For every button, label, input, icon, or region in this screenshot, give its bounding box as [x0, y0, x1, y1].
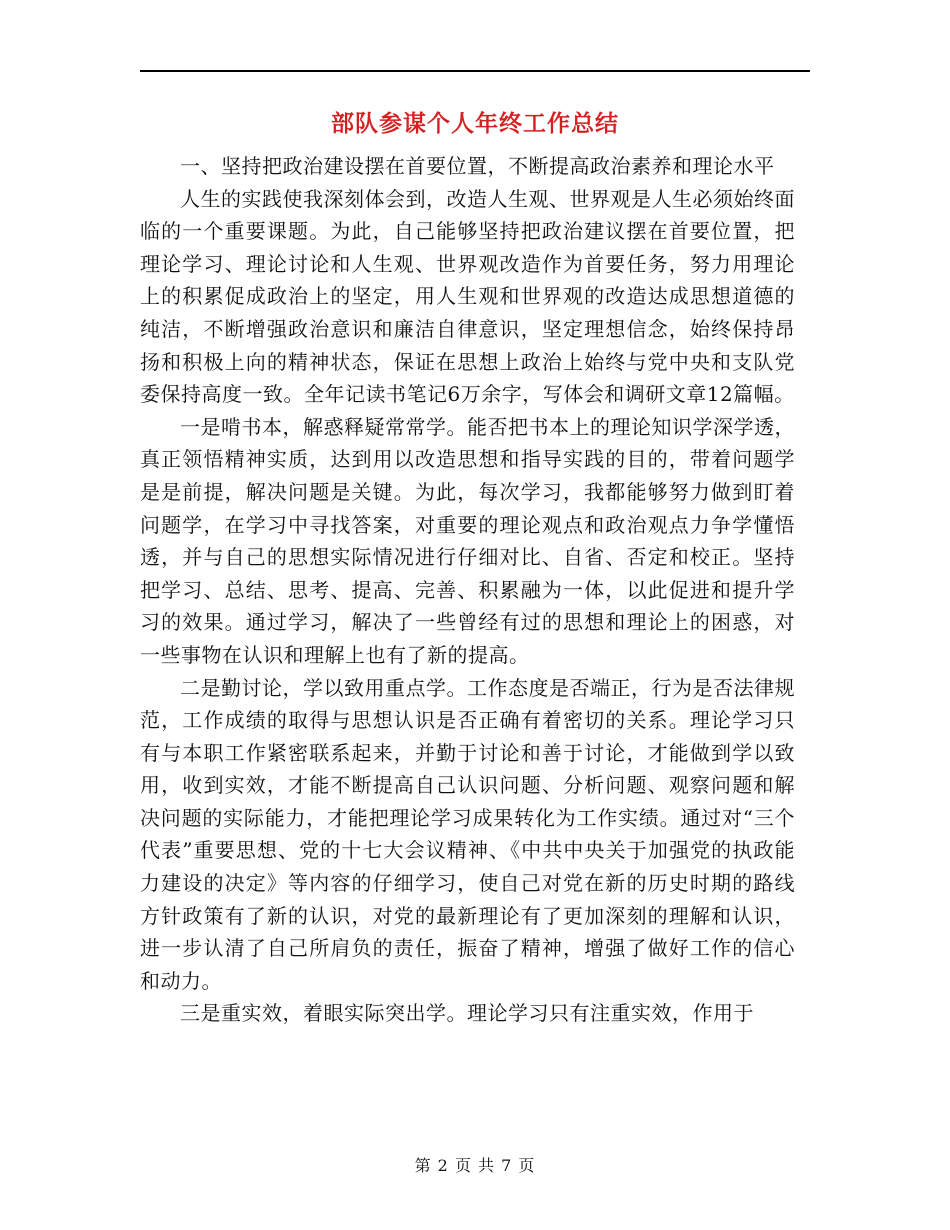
section-heading: 一、坚持把政治建设摆在首要位置，不断提高政治素养和理论水平	[180, 154, 775, 178]
document-title: 部队参谋个人年终工作总结	[331, 110, 619, 137]
body-paragraph: 二是勤讨论，学以致用重点学。工作态度是否端正，行为是否法律规范，工作成绩的取得与思想认识是否正确有着密切的关系。理论学习只有与本职工作紧密联系起来，并勤于讨论和善于讨论，才能做到学以致用，收到实效，才能不断提高自己认识问题、分析问题、观察问题和解决问题的实际能力，才能把理论学习成果转化为工作实绩。通过对“三个代表”重要思想、党的十七大会议精神、《中共中央关于加强党的执政能力建设的决定》等内容的仔细学习，使自己对党在新的历史时期的路线方针政策有了新的认识，对党的最新理论有了更加深刻的理解和认识，进一步认清了自己所肩负的责任，振奋了精神，增强了做好工作的信心和动力。	[140, 675, 795, 993]
body-paragraph: 人生的实践使我深刻体会到，改造人生观、世界观是人生必须始终面临的一个重要课题。为此，自己能够坚持把政治建议摆在首要位置，把理论学习、理论讨论和人生观、世界观改造作为首要任务，努力用理论上的积累促成政治上的坚定，用人生观和世界观的改造达成思想道德的纯洁，不断增强政治意识和廉洁自律意识，坚定理想信念，始终保持昂扬和积极上向的精神状态，保证在思想上政治上始终与党中央和支队党委保持高度一致。全年记读书笔记6万余字，写体会和调研文章12篇幅。	[140, 186, 795, 407]
body-paragraph: 一是啃书本，解惑释疑常常学。能否把书本上的理论知识学深学透，真正领悟精神实质，达到用以改造思想和指导实践的目的，带着问题学是是前提，解决问题是关键。为此，每次学习，我都能够努力做到盯着问题学，在学习中寻找答案，对重要的理论观点和政治观点力争学懂悟透，并与自己的思想实际情况进行仔细对比、自省、否定和校正。坚持把学习、总结、思考、提高、完善、积累融为一体，以此促进和提升学习的效果。通过学习，解决了一些曾经有过的思想和理论上的困惑，对一些事物在认识和理解上也有了新的提高。	[140, 414, 795, 667]
header-rule	[140, 70, 810, 72]
document-body	[140, 150, 795, 1030]
page-number: 第 2 页 共 7 页	[414, 1156, 536, 1175]
body-paragraph: 三是重实效，着眼实际突出学。理论学习只有注重实效，作用于	[180, 1001, 754, 1026]
